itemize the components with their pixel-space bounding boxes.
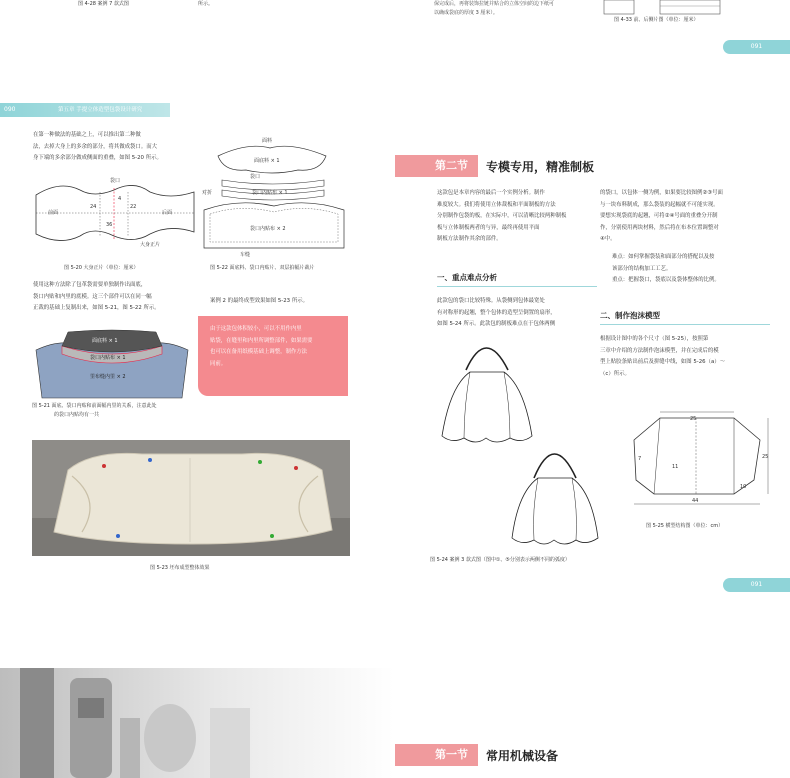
pin-head	[294, 466, 298, 470]
fig-5-20-label-left: 前面	[48, 210, 59, 216]
text-line: 有对称形的起翘，整个包体的造型呈倒置的扇形，	[437, 309, 556, 316]
fig-5-21-caption	[32, 402, 202, 420]
fig-4-33-part	[660, 0, 720, 14]
fig-5-22-label: 对折	[202, 190, 213, 196]
page-number-tab: 091	[723, 40, 790, 54]
pin-head	[102, 464, 106, 468]
text-line: 分别制作包袋的板，在实际中，可以清晰比较两种制板	[437, 213, 567, 219]
fig-5-25-dim: 7	[638, 456, 642, 462]
text-line: 此款包的袋口比较特殊。从袋侧到包体最宽处	[437, 298, 545, 304]
callout-line: 由于这款包体积较小，可以不用作内里	[210, 326, 302, 332]
text-line: 使用这种方法除了包革袋需要单独制作出面底，	[33, 282, 147, 288]
bag-2-handle	[534, 454, 576, 478]
caption-line: 图 5-21 面底、袋口内贴和前面幅内里的关系，注意此处	[32, 403, 157, 409]
fig-5-23-bag-illustration	[32, 440, 350, 556]
section-2-header	[395, 155, 594, 177]
text-line: 的袋口，以包体一侧为例，如果要比较图例②③号面	[600, 190, 723, 196]
fig-5-25-line	[654, 418, 660, 494]
top-right-text-line: 以确成袋底的厚度 3 厘米）。	[434, 10, 498, 16]
fig-5-22-label: 车缝	[240, 252, 251, 258]
machine-part	[210, 708, 250, 778]
fig-5-22-caption: 图 5-22 面底料、袋口内贴片、双层拍幅片裁片	[210, 265, 315, 271]
fig-5-22-strip	[222, 180, 324, 190]
chapter-title: 第五章 手提立体造型包袋设计研究	[58, 107, 143, 113]
machine-wheel	[144, 704, 196, 772]
fig-5-21	[32, 328, 192, 400]
subsection-2-rule	[600, 324, 770, 325]
fig-5-24-caption: 图 5-24 案例 3 款式图（图中①、⑤分别表示两侧不同的弧度）	[430, 557, 570, 563]
text-line: 作，分别使用两块材料，然后将在布本位置调整对	[600, 224, 719, 231]
fig-5-25-caption: 图 5-25 横型结构图（单位：cm）	[646, 523, 724, 529]
chapter-header-bar	[0, 103, 170, 117]
text-line: 这款包是本章内容的最后一个实例分析。制作	[437, 190, 545, 196]
machine-part	[78, 698, 104, 718]
text-line: 型上贴胶条贴出前后及拼缝中线，如图 5-26（a）～	[600, 359, 726, 365]
text-line: （c）所示。	[600, 370, 630, 377]
section-1-header	[395, 744, 558, 766]
fig-5-20	[30, 170, 198, 260]
fig-4-33-caption: 图 4-33 前、后侧片图（单位：厘米）	[614, 17, 699, 23]
bag-2-body	[512, 478, 598, 544]
text-line: 在第一种做法的基础之上，可以推出第二种做	[33, 132, 141, 138]
text-line: 与一块布料制成，那么袋装的起幅就不可能实现。	[600, 201, 719, 208]
fig-5-22-label: 面底料 × 1	[254, 158, 280, 164]
callout-line: 同前。	[210, 360, 227, 367]
fig-5-25-dim: 25	[762, 454, 769, 460]
fabric-bag-body	[54, 453, 332, 544]
fig-5-22-label: 袋口内贴布 × 2	[250, 226, 286, 232]
page-number: 090	[4, 106, 16, 113]
text-line: 正裁的基础上复制出来，如图 5-21，图 5-22 所示。	[33, 305, 160, 311]
fig-5-20-dim: 36	[106, 222, 113, 228]
fig-5-25-dim: 44	[692, 498, 699, 504]
sewing-machine-illustration	[0, 668, 394, 778]
fig-5-21-label: 袋口内贴布 × 1	[90, 355, 126, 361]
fig-5-20-dim: 24	[90, 204, 97, 210]
top-right-text	[434, 0, 604, 18]
text-line: 如图 5-24 所示。此款包的制板难点在于包体两侧	[437, 321, 556, 327]
fig-5-23-photo	[32, 440, 350, 556]
text-line: 法，去掉大身上的多余的部分，将其做成袋口。而大	[33, 143, 157, 150]
top-left-tail-text: 所示。	[198, 1, 214, 7]
text-line: 难度较大。我们将使用立体裁板和平面制板的方法	[437, 201, 556, 208]
right-intro-left	[437, 188, 597, 246]
fig-5-25-dim: 10	[740, 484, 747, 490]
text-line: 难点：如何掌握袋装和面部分的搭配以及按	[612, 254, 715, 260]
text-line: 身下端的多余部分做成侧面的重叠，如图 5-20 所示。	[33, 155, 162, 161]
fig-5-23-caption: 图 5-23 坯布成型整体效果	[150, 565, 210, 571]
top-right-text-line: 保完成后，再将装饰拉链并贴合的立体空间的边下纸可	[434, 1, 555, 7]
fig-4-28-caption: 图 4-28 案例 7 款式图	[78, 1, 129, 7]
fig-5-20-label-right: 后面	[162, 210, 173, 216]
text-line: 制板方法制作其余的部件。	[437, 236, 502, 242]
text-line: 该部分的结构加工工艺。	[612, 265, 672, 272]
fig-5-21-label: 面底料 × 1	[92, 338, 118, 344]
fig-5-25-dim: 11	[672, 464, 679, 470]
difficulty-text	[612, 252, 777, 287]
fig-5-20-caption: 图 5-20 大身正片（单位：厘米）	[64, 265, 139, 271]
text-line: ④中。	[600, 236, 616, 242]
caption-line: 的袋口内贴均有一共	[54, 412, 100, 418]
text-line: 重点：把握袋口，袋底以及袋体整体的比例。	[612, 277, 720, 283]
bag-1-handle	[466, 348, 508, 370]
callout-line: 贴袋，在缝里和内里所调整部件，如果需要	[210, 337, 313, 344]
callout-line: 也可以在备用纸模基础上调整，制作方法	[210, 349, 308, 355]
fig-5-25-dim: 25	[690, 416, 697, 422]
fig-5-22	[198, 136, 348, 260]
left-para-3: 案例 2 的最终成型效果如图 5-23 所示。	[210, 298, 308, 304]
subsection-2-title: 二、制作泡沫模型	[600, 311, 660, 320]
section-badge: 第二节	[395, 155, 478, 177]
fig-5-20-dim: 4	[118, 196, 122, 202]
fig-5-25-outline	[634, 418, 760, 494]
fig-5-22-label: 袋口内贴布 × 1	[252, 190, 288, 196]
machine-part	[20, 668, 54, 778]
fig-5-21-label: 里布缝内里 × 2	[90, 374, 126, 380]
section-badge: 第一节	[395, 744, 478, 766]
sewing-machine-photo	[0, 668, 394, 778]
fig-5-22-label: 面料	[262, 138, 273, 144]
text-line: 板与立体制板两者的与异，最终再使用平面	[437, 224, 540, 231]
callout-box	[198, 316, 348, 396]
section-title: 专模专用，精准制板	[486, 159, 595, 174]
fig-5-20-dim: 22	[130, 204, 137, 210]
subsection-1-title: 一、重点难点分析	[437, 273, 497, 282]
pin-head	[258, 460, 262, 464]
fig-5-24	[430, 326, 610, 548]
right-intro-right	[600, 188, 765, 246]
pin-head	[116, 534, 120, 538]
pin-head	[270, 534, 274, 538]
machine-part	[120, 718, 140, 778]
subsection-1-rule	[437, 286, 597, 287]
fig-5-20-label-bottom: 大身正片	[140, 242, 161, 248]
fig-4-33-part	[604, 0, 634, 14]
pin-head	[148, 458, 152, 462]
text-line: 要想实现袋底的起翘，可将②④号面的重叠分开制	[600, 213, 718, 219]
page-number-tab: 091	[723, 578, 790, 592]
text-line: 根据设计图中的各个尺寸（图 5-25），按照第	[600, 336, 709, 342]
callout-text	[198, 316, 348, 370]
fig-5-20-label-top: 袋口	[110, 178, 121, 184]
subsection-2-text	[600, 334, 770, 380]
bag-1-body	[442, 372, 532, 442]
fig-5-25	[624, 410, 774, 520]
text-line: 袋口内贴和内里的底模。这三个部件可以在同一幅	[33, 293, 152, 300]
text-line: 三章中介绍的方法制作泡沫模型，并在完成后的模	[600, 347, 719, 354]
fig-5-22-label: 袋口	[250, 174, 261, 180]
left-para-1	[33, 130, 193, 165]
machine-column	[70, 678, 112, 778]
left-para-2	[33, 280, 193, 315]
section-title: 常用机械设备	[486, 748, 559, 763]
